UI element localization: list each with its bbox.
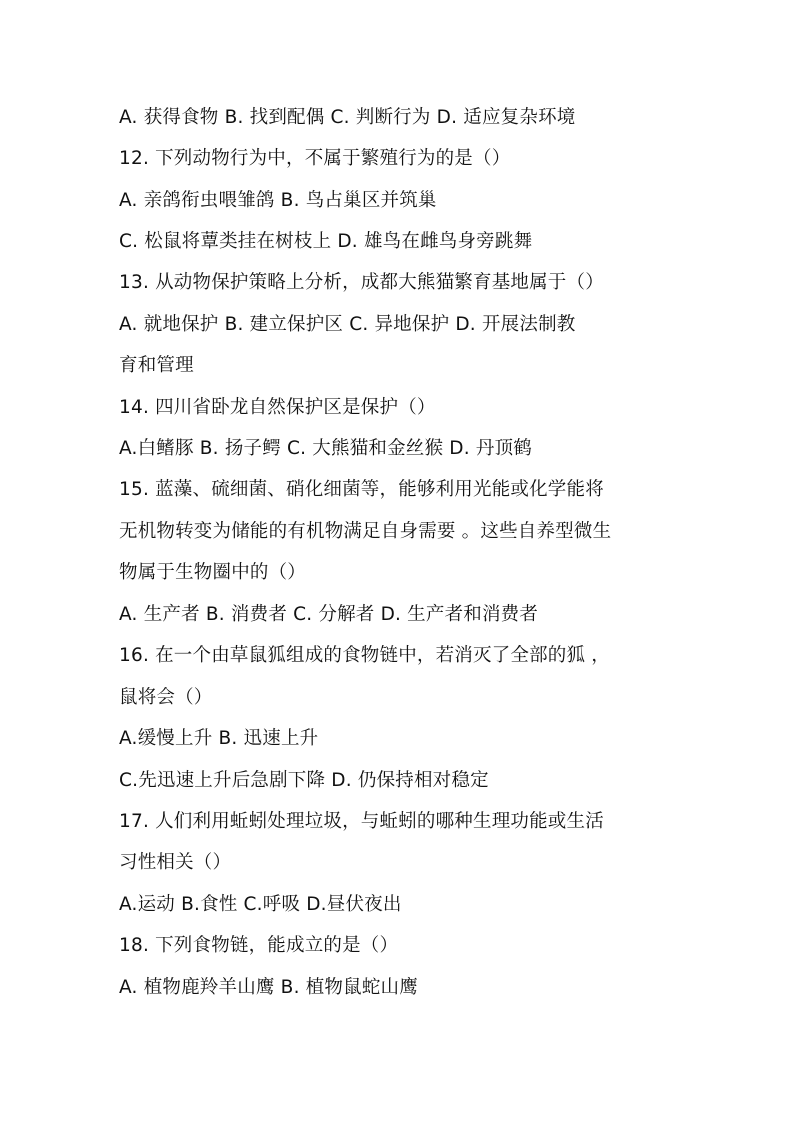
question-17-line-1: 17. 人们利用蚯蚓处理垃圾，与蚯蚓的哪种生理功能或生活 [119, 811, 604, 832]
question-12: 12. 下列动物行为中，不属于繁殖行为的是（） [119, 148, 511, 169]
option-line-q15: A. 生产者 B. 消费者 C. 分解者 D. 生产者和消费者 [119, 604, 539, 625]
question-15-line-1: 15. 蓝藻、硫细菌、硝化细菌等，能够利用光能或化学能将 [119, 479, 604, 500]
question-15-line-2: 无机物转变为储能的有机物满足自身需要 。这些自养型微生 [119, 521, 612, 542]
option-line-q11: A. 获得食物 B. 找到配偶 C. 判断行为 D. 适应复杂环境 [119, 107, 576, 128]
option-line-q12-c-d: C. 松鼠将蕈类挂在树枝上 D. 雄鸟在雌鸟身旁跳舞 [119, 231, 533, 252]
question-16-line-1: 16. 在一个由草鼠狐组成的食物链中，若消灭了全部的狐 ， [119, 645, 610, 666]
option-line-q13-cont: 育和管理 [119, 355, 194, 376]
option-line-q16-c-d: C.先迅速上升后急剧下降 D. 仍保持相对稳定 [119, 770, 489, 791]
question-13: 13. 从动物保护策略上分析，成都大熊猫繁育基地属于（） [119, 272, 604, 293]
option-line-q12-a-b: A. 亲鸽衔虫喂雏鸽 B. 鸟占巢区并筑巢 [119, 190, 437, 211]
option-line-q14: A.白鳍豚 B. 扬子鳄 C. 大熊猫和金丝猴 D. 丹顶鹤 [119, 438, 532, 459]
question-17-line-2: 习性相关（） [119, 852, 232, 873]
question-14: 14. 四川省卧龙自然保护区是保护（） [119, 397, 436, 418]
question-16-line-2: 鼠将会（） [119, 687, 213, 708]
option-line-q18: A. 植物鹿羚羊山鹰 B. 植物鼠蛇山鹰 [119, 977, 418, 998]
question-18: 18. 下列食物链，能成立的是（） [119, 935, 399, 956]
option-line-q13: A. 就地保护 B. 建立保护区 C. 异地保护 D. 开展法制教 [119, 314, 576, 335]
option-line-q17: A.运动 B.食性 C.呼吸 D.昼伏夜出 [119, 894, 402, 915]
question-15-line-3: 物属于生物圈中的（） [119, 562, 307, 583]
option-line-q16-a-b: A.缓慢上升 B. 迅速上升 [119, 728, 319, 749]
